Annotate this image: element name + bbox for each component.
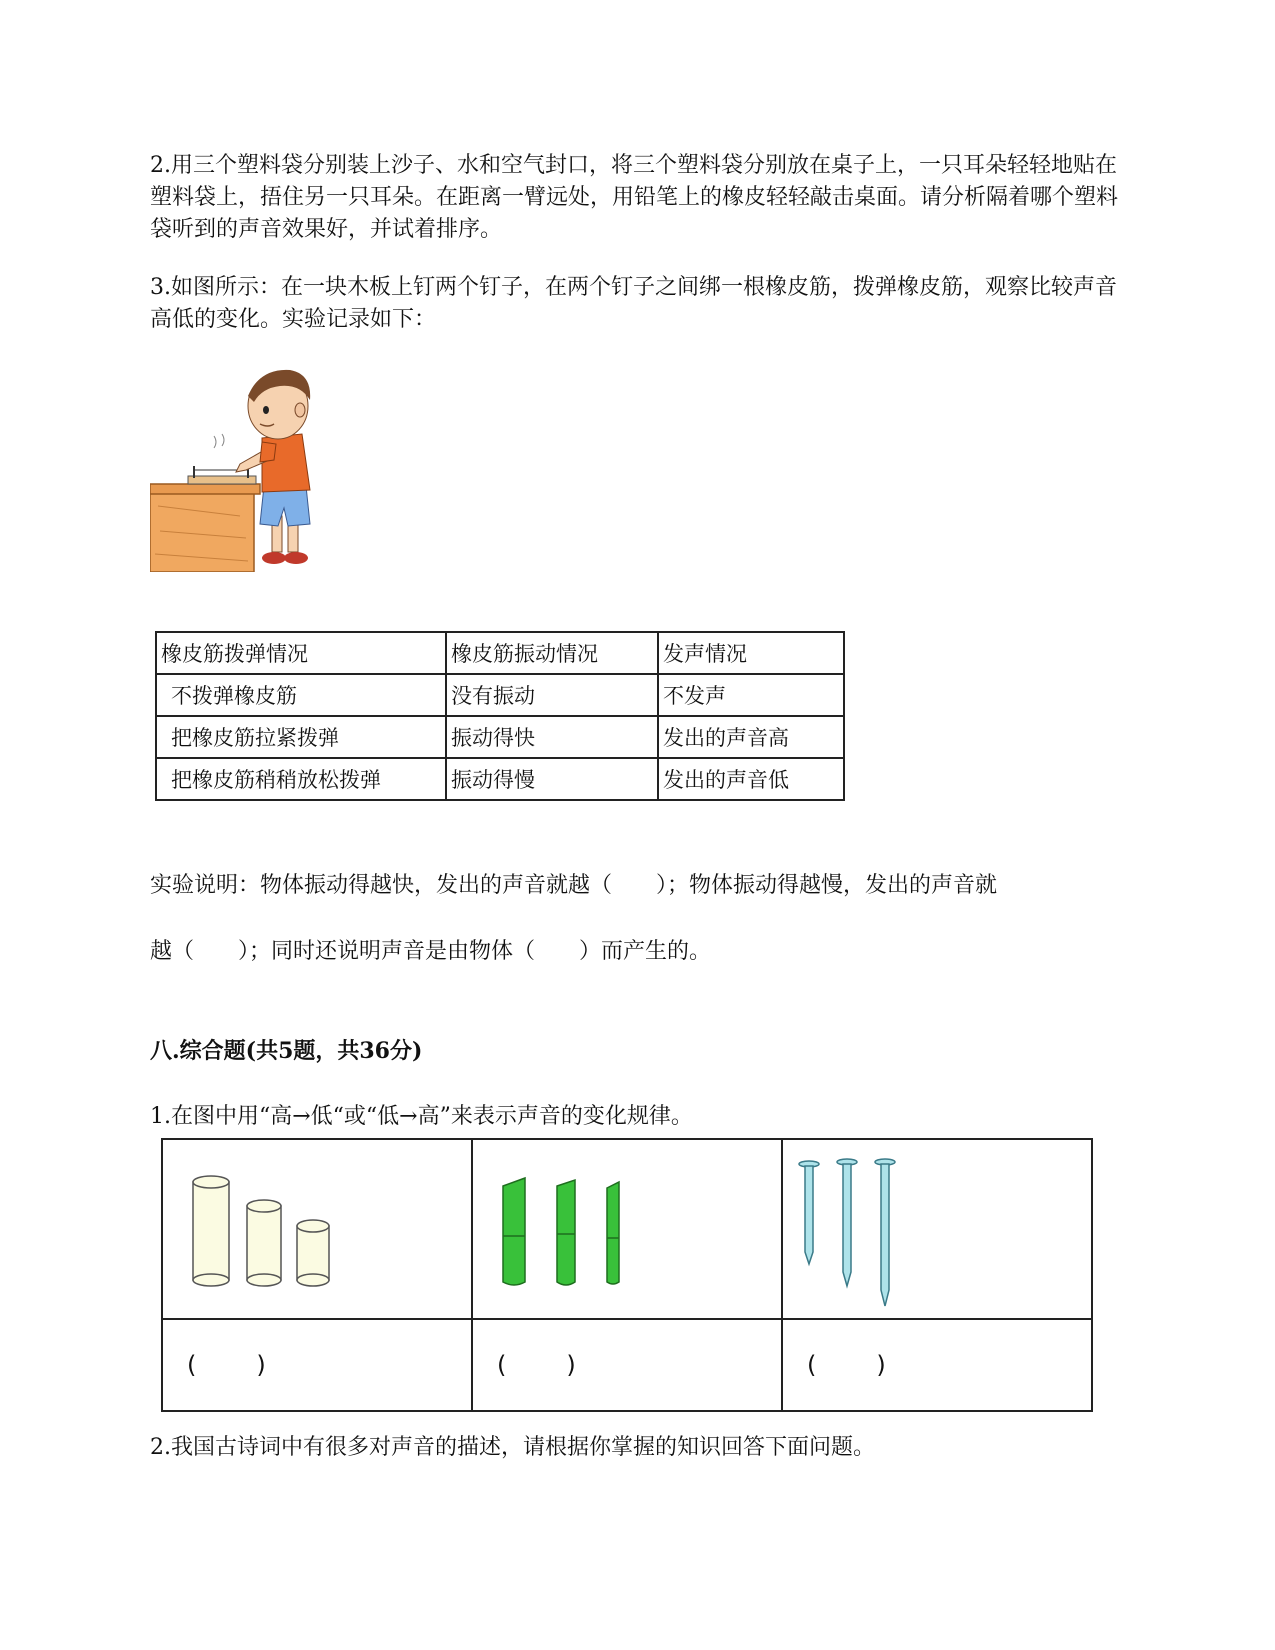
question-2-text: 2.用三个塑料袋分别装上沙子、水和空气封口，将三个塑料袋分别放在桌子上，一只耳朵轻轻地贴在塑料袋上，捂住另一只耳朵。在距离一臂远处，用铅笔上的橡皮轻轻敲击桌面。请分析隔着哪个塑料袋听到的声音效果好，并试着排序。 [150,153,1119,242]
experiment-explanation-line-2: 越（ ）；同时还说明声音是由物体（ ）而产生的。 [150,939,712,964]
nails-picture [783,1140,1067,1318]
section-heading: 八.综合题(共5题，共36分) [150,1038,423,1064]
bamboo-tubes-picture [473,1140,757,1318]
table-row [156,758,844,800]
answer-blank[interactable]: ( ) [782,1319,1092,1411]
picture-cell-nails [782,1139,1092,1319]
table-cell: 振动得快 [446,716,658,758]
answer-blank[interactable]: ( ) [472,1319,782,1411]
picture-cell-bamboo [472,1139,782,1319]
answer-blank[interactable]: ( ) [162,1319,472,1411]
question-3-text: 3.如图所示：在一块木板上钉两个钉子，在两个钉子之间绑一根橡皮筋，拨弹橡皮筋，观察比较声音高低的变化。实验记录如下： [150,275,1117,332]
table-cell: 不拨弹橡皮筋 [156,674,446,716]
comprehensive-question-2-text: 2.我国古诗词中有很多对声音的描述，请根据你掌握的知识回答下面问题。 [150,1435,875,1460]
table-header-row [156,632,844,674]
table-cell: 不发声 [658,674,844,716]
table-row [156,716,844,758]
experiment-record-table [155,631,845,801]
pitch-pictures-table [161,1138,1093,1412]
cylinders-picture [163,1140,447,1318]
table-cell: 把橡皮筋稍稍放松拨弹 [156,758,446,800]
table-row [156,674,844,716]
pictures-row [162,1139,1092,1319]
answers-row [162,1319,1092,1411]
comprehensive-question-1-text: 1.在图中用“高→低“或“低→高”来表示声音的变化规律。 [150,1104,693,1129]
experiment-explanation-line-1: 实验说明：物体振动得越快，发出的声音就越（ ）；物体振动得越慢，发出的声音就 [150,873,998,898]
table-cell: 把橡皮筋拉紧拨弹 [156,716,446,758]
table-header-cell: 发声情况 [658,632,844,674]
table-cell: 振动得慢 [446,758,658,800]
table-header-cell: 橡皮筋拨弹情况 [156,632,446,674]
table-cell: 发出的声音高 [658,716,844,758]
picture-cell-cylinders [162,1139,472,1319]
table-cell: 没有振动 [446,674,658,716]
table-header-cell: 橡皮筋振动情况 [446,632,658,674]
boy-plucking-rubber-band-illustration [150,366,315,572]
table-cell: 发出的声音低 [658,758,844,800]
